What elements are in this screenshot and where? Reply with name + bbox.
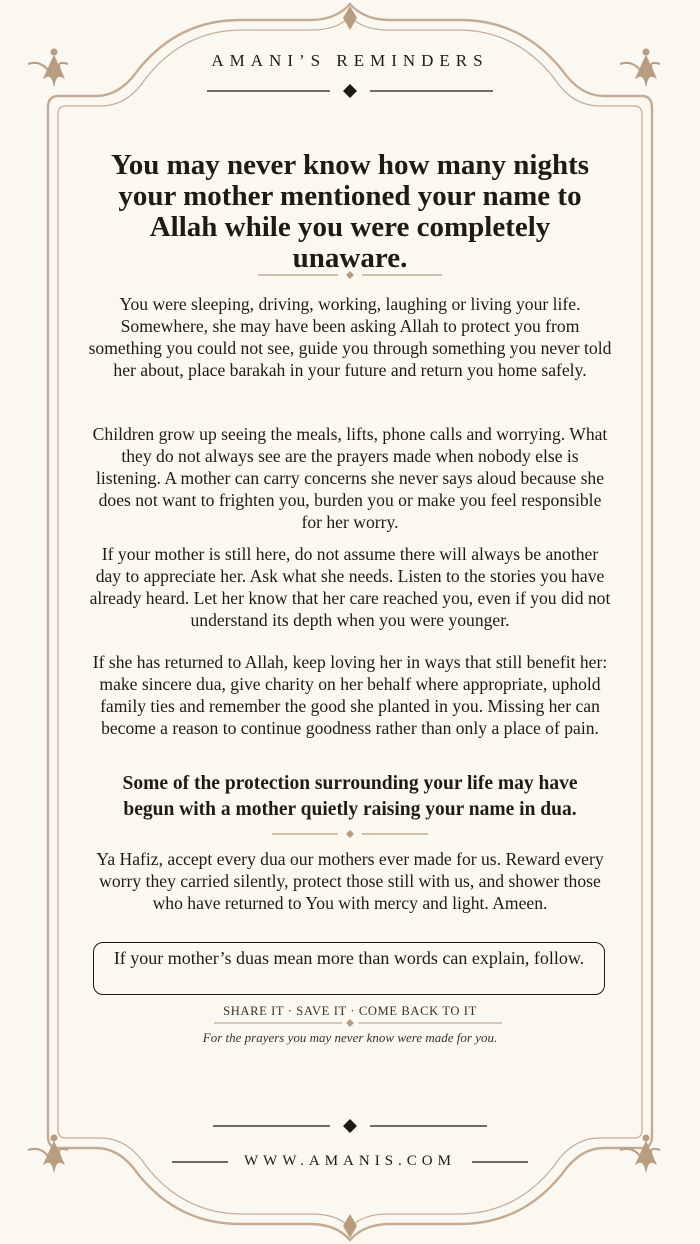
paragraph-3: If your mother is still here, do not assume there will always be another day to appreciate her. Ask what she needs. Listen to the stories you have already heard. Let her know that her care reached you, even if you did not understand its depth when you were younger.	[89, 544, 611, 630]
paragraph-4: If she has returned to Allah, keep loving her in ways that still benefit her: make sincere dua, give charity on her behalf where appropriate, uphold family ties and remember the good she planted in you. Missing her can become a reason to continue goodness rather than only a place of pain.	[92, 652, 608, 738]
website-link[interactable]: WWW.AMANIS.COM	[244, 1153, 456, 1169]
share-divider	[214, 1019, 502, 1027]
headline: You may never know how many nights your mother mentioned your name to Allah while you were completely unaware.	[110, 149, 590, 274]
share-save-line: SHARE IT · SAVE IT · COME BACK TO IT	[223, 1004, 477, 1018]
dua-paragraph: Ya Hafiz, accept every dua our mothers ever made for us. Reward every worry they carried silently, protect those still with us, and shower those who have returned to You with mercy and light. Ameen.	[96, 849, 604, 913]
paragraph-1: You were sleeping, driving, working, laughing or living your life. Somewhere, she may have been asking Allah to protect you from something you could not see, guide you through something you never told her about, place barakah in your future and return you home safely.	[88, 294, 612, 380]
header-divider	[207, 84, 493, 98]
follow-callout[interactable]: If your mother’s duas mean more than words can explain, follow.	[93, 942, 605, 995]
emphasis-divider	[272, 830, 428, 838]
tagline: For the prayers you may never know were made for you.	[202, 1030, 498, 1045]
emphasis-quote: Some of the protection surrounding your life may have begun with a mother quietly raising your name in dua.	[122, 773, 578, 820]
brand-title: AMANI’S REMINDERS	[211, 51, 489, 70]
paragraph-2: Children grow up seeing the meals, lifts, phone calls and worrying. What they do not always see are the prayers made when nobody else is listening. A mother can carry concerns she never says aloud because she does not want to frighten you, burden you or make you feel responsible for her worry.	[92, 424, 608, 532]
